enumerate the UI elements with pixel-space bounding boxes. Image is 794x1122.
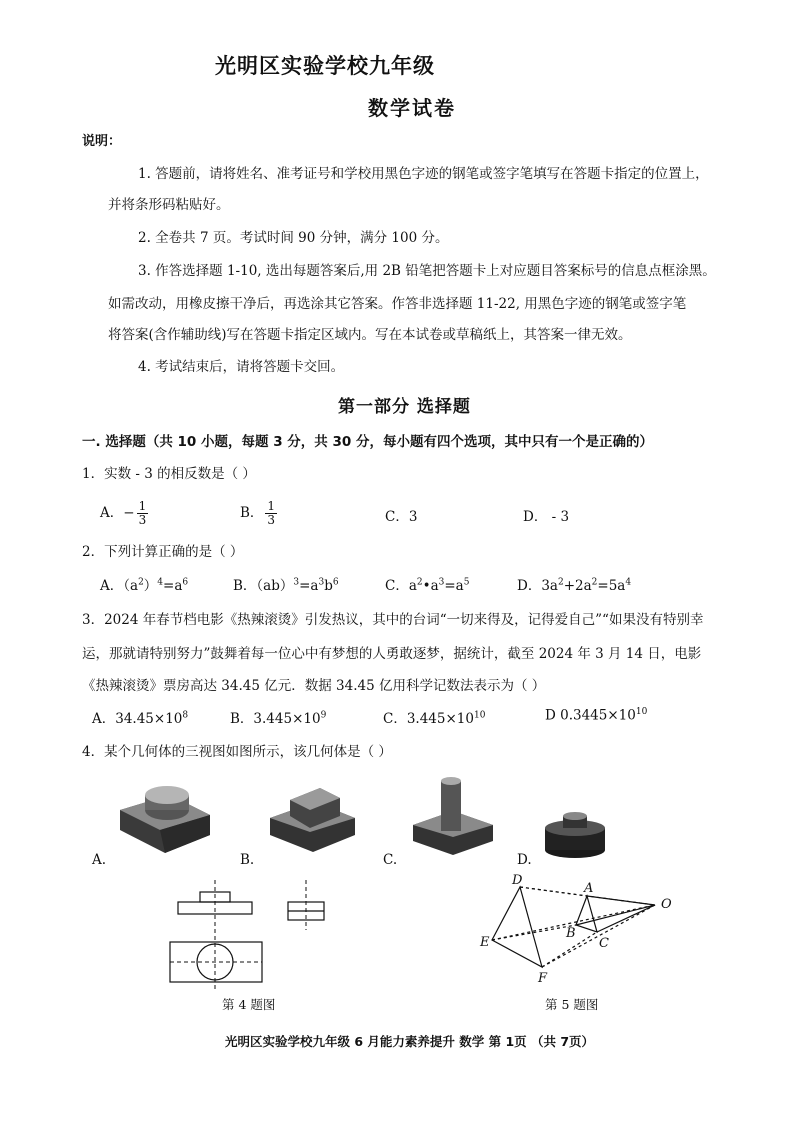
q4-stem: 4．某个几何体的三视图如图所示，该几何体是（ ） [82, 744, 392, 760]
q5-point-a: A [584, 881, 594, 896]
q5-point-d: D [512, 873, 523, 888]
q1-stem: 1．实数 - 3 的相反数是（ ） [82, 466, 256, 482]
q4-option-c-label: C. [383, 852, 398, 868]
q3-option-d: D $0.3445\times 10^{10}$ [545, 707, 648, 724]
instruction-2: 2. 全卷共 7 页。考试时间 90 分钟，满分 100 分。 [138, 230, 449, 246]
section-title: 第一部分 选择题 [338, 397, 471, 417]
q1-option-a: A．− $\frac{1}{3}$ [100, 499, 147, 527]
q4-option-b-solid [265, 780, 360, 860]
q2-option-a: A．$(a^2)^4=a^6$ [100, 577, 189, 594]
q5-geometry-figure [480, 870, 700, 995]
q5-point-f: F [538, 971, 548, 986]
q1-option-d: D． - 3 [523, 509, 570, 525]
q4-option-c-solid [408, 775, 498, 860]
q3-line3: 《热辣滚烫》票房高达 34.45 亿元．数据 34.45 亿用科学记数法表示为（ ） [82, 678, 546, 694]
instructions-label: 说明： [82, 134, 122, 149]
q2-option-c: C．$a^2•a^3=a^5$ [385, 577, 470, 594]
school-title: 光明区实验学校九年级 [215, 54, 435, 78]
q3-option-c: C．$3.445\times 10^{10}$ [383, 710, 486, 727]
q5-point-c: C [599, 936, 609, 951]
q4-option-d-label: D. [517, 852, 532, 868]
instruction-3-line3: 将答案(含作辅助线)写在答题卡指定区域内。写在本试卷或草稿纸上，其答案一律无效。 [108, 327, 632, 343]
q4-option-d-solid [543, 810, 608, 860]
q4-three-view-figure [170, 880, 350, 990]
q5-point-b: B [566, 926, 576, 941]
instruction-3-line1: 3. 作答选择题 1-10, 选出每题答案后,用 2B 铅笔把答题卡上对应题目答案标号的信息点框涂黑。 [138, 263, 716, 279]
q4-option-b-label: B. [240, 852, 255, 868]
paper-title: 数学试卷 [368, 96, 456, 120]
q3-line2: 运，那就请特别努力”鼓舞着每一位心中有梦想的人勇敢逐梦，据统计，截至 2024 年 3 月 14 日，电影 [82, 646, 702, 662]
instruction-4: 4. 考试结束后，请将答题卡交回。 [138, 359, 345, 375]
q1-option-c: C．3 [385, 509, 418, 525]
q2-option-b: B．$(ab)^3=a^3b^6$ [233, 577, 339, 594]
page-footer: 光明区实验学校九年级 6 月能力素养提升 数学 第 1页 （共 7页） [225, 1034, 595, 1049]
q4-option-a-solid [115, 775, 215, 860]
q5-figure-caption: 第 5 题图 [545, 997, 599, 1012]
q3-option-a: A．$34.45\times 10^8$ [92, 710, 189, 727]
q4-option-a-label: A. [92, 852, 107, 868]
q5-point-e: E [480, 935, 490, 950]
question-group-heading: 一. 选择题（共 10 小题，每题 3 分，共 30 分，每小题有四个选项，其中只有一个是正确的） [82, 434, 653, 450]
q3-option-b: B．$3.445\times 10^9$ [230, 710, 327, 727]
q5-point-o: O [661, 897, 672, 912]
q3-line1: 3．2024 年春节档电影《热辣滚烫》引发热议，其中的台词“一切来得及，记得爱自己”“如果没有特别幸 [82, 612, 704, 628]
q2-stem: 2．下列计算正确的是（ ） [82, 544, 244, 560]
q2-option-d: D．$3a^2+2a^2=5a^4$ [517, 577, 632, 594]
instruction-1-line2: 并将条形码粘贴好。 [108, 197, 230, 213]
q1-option-b: B． $\frac{1}{3}$ [240, 499, 276, 527]
instruction-1-line1: 1. 答题前，请将姓名、准考证号和学校用黑色字迹的钢笔或签字笔填写在答题卡指定的位置上， [138, 166, 709, 182]
instruction-3-line2: 如需改动，用橡皮擦干净后，再选涂其它答案。作答非选择题 11-22, 用黑色字迹的钢笔或签字笔 [108, 296, 687, 312]
q4-figure-caption: 第 4 题图 [222, 997, 276, 1012]
